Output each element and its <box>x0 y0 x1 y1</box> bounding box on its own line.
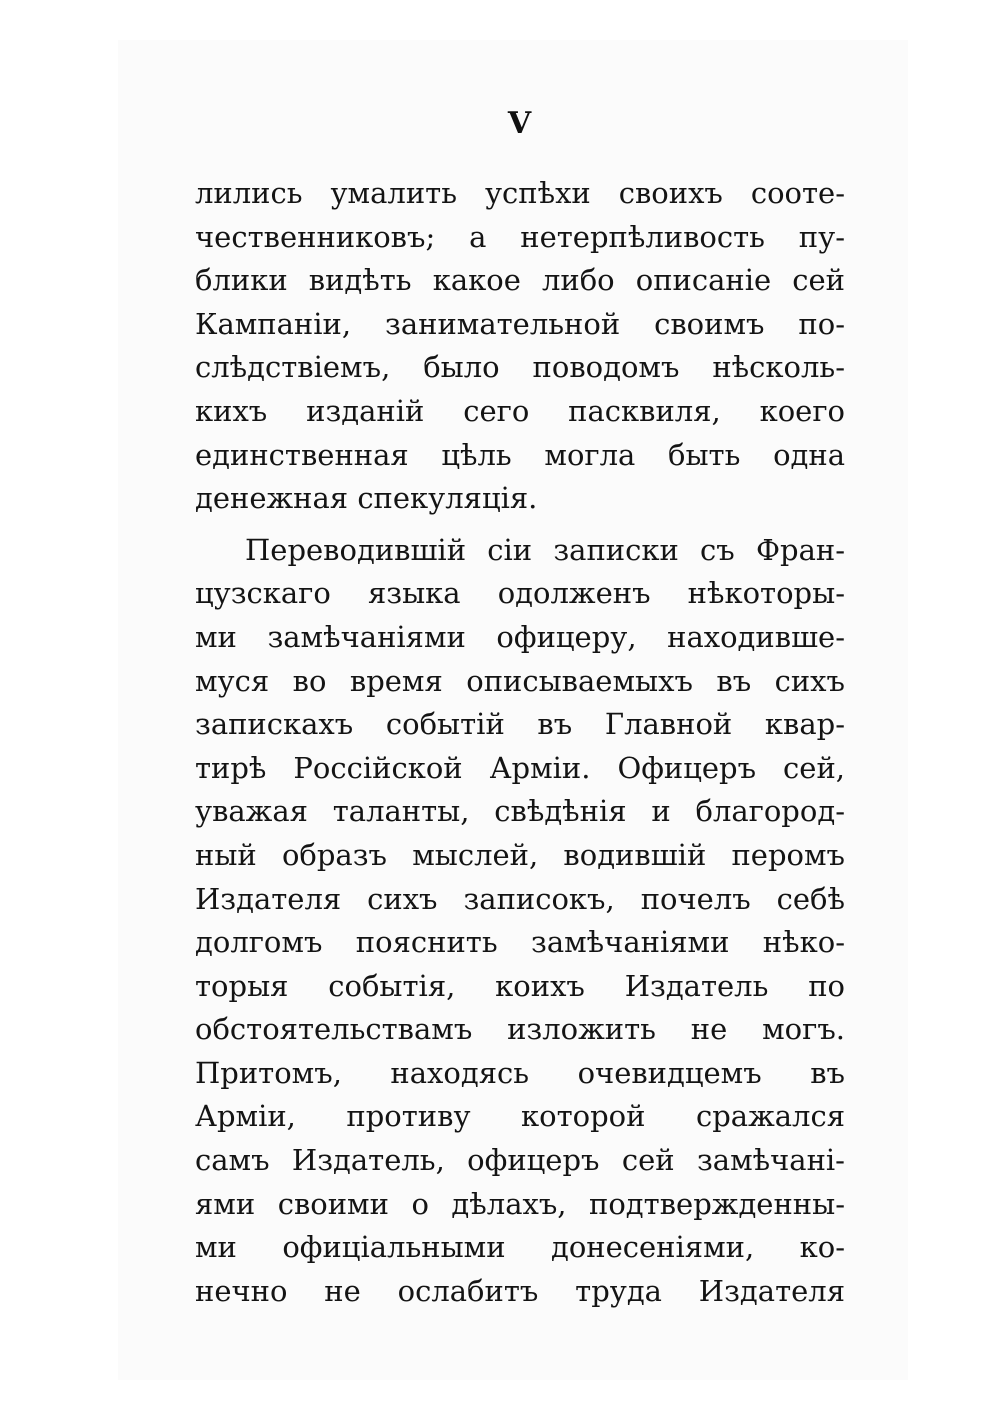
text-line: чественниковъ; а нетерпѣливость пу- <box>195 219 845 254</box>
text-line: ный образъ мыслей, водившій перомъ <box>195 837 845 872</box>
text-line: тирѣ Россійской Арміи. Офицеръ сей, <box>195 750 845 785</box>
page-number: V <box>507 106 533 141</box>
text-line: Кампаніи, занимательной своимъ по- <box>195 306 845 341</box>
text-line: денежная спекуляція. <box>195 481 538 516</box>
text-line: Издателя сихъ записокъ, почелъ себѣ <box>195 881 845 916</box>
text-line: ями своими о дѣлахъ, подтвержденны- <box>195 1186 845 1221</box>
text-line: уважая таланты, свѣдѣнія и благород- <box>195 794 845 829</box>
text-line: муся во время описываемыхъ въ сихъ <box>195 663 845 698</box>
text-line: долгомъ пояснить замѣчаніями нѣко- <box>195 925 845 960</box>
paragraph-2 <box>195 529 845 1314</box>
paragraph-1 <box>195 172 845 521</box>
text-line: нечно не ослабитъ труда Издателя <box>195 1273 845 1308</box>
body-text <box>195 172 845 1313</box>
text-line: Переводившій сіи записки съ Фран- <box>245 532 845 567</box>
text-line: цузскаго языка одолженъ нѣкоторы- <box>195 576 845 611</box>
text-line: кихъ изданій сего пасквиля, коего <box>195 393 845 428</box>
text-line: Притомъ, находясь очевидцемъ въ <box>195 1055 845 1090</box>
text-line: самъ Издатель, офицеръ сей замѣчані- <box>195 1143 845 1178</box>
text-line: Арміи, противу которой сражался <box>195 1099 845 1134</box>
paragraph-gap <box>195 521 845 529</box>
text-line: лились умалить успѣхи своихъ соотe- <box>195 176 845 210</box>
text-line: торыя событія, коихъ Издатель по <box>195 968 845 1003</box>
text-line: блики видѣть какое либо описаніе сей <box>195 263 845 298</box>
text-line: единственная цѣль могла быть одна <box>195 437 845 472</box>
text-line: запискахъ событій въ Главной квар- <box>195 707 845 742</box>
text-line: слѣдствіемъ, было поводомъ нѣсколь- <box>195 350 845 385</box>
text-line: ми замѣчаніями офицеру, находивше- <box>195 619 845 654</box>
text-line: ми офиціальными донесеніями, ко- <box>195 1230 845 1265</box>
text-line: обстоятельствамъ изложить не могъ. <box>195 1012 845 1047</box>
